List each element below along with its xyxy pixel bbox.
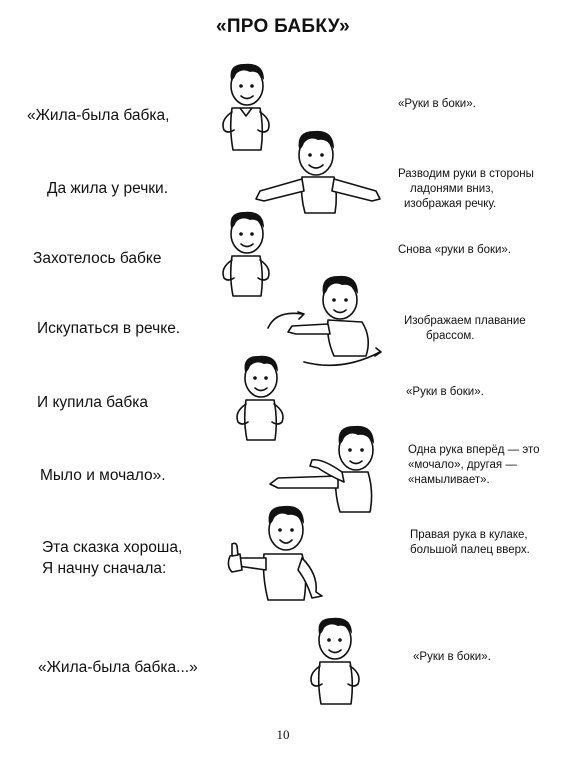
- instruction-note: [398, 243, 511, 258]
- boy-arms-spread-illustration: [250, 125, 385, 215]
- note-line: большой палец вверх.: [410, 544, 530, 556]
- note-line: Правая рука в кулаке,: [410, 529, 528, 541]
- note-line: изображая речку.: [404, 198, 497, 210]
- note-line: Изображаем плавание: [404, 315, 526, 327]
- note-line: «Руки в боки».: [413, 651, 491, 663]
- verse-lines: [42, 537, 182, 579]
- instruction-note: [404, 314, 526, 344]
- boy-hands-on-hips-illustration: [300, 612, 370, 708]
- verse-line: Да жила у речки.: [47, 180, 169, 197]
- note-line: Снова «руки в боки».: [398, 244, 512, 256]
- instruction-note: [398, 167, 534, 212]
- instruction-note: [413, 650, 491, 665]
- instruction-note: [398, 97, 476, 112]
- instruction-note: [406, 385, 484, 400]
- verse-line: Захотелось бабке: [33, 250, 162, 267]
- verse-line: «Жила-была бабка...»: [38, 659, 198, 676]
- instruction-note: [408, 443, 540, 488]
- verse-line: Искупаться в речке.: [37, 320, 181, 337]
- verse-line: Я начну сначала:: [42, 560, 167, 577]
- verse-line: «Жила-была бабка,: [27, 107, 170, 124]
- boy-thumb-up-illustration: [224, 500, 336, 604]
- page-title: «ПРО БАБКУ»: [215, 16, 351, 37]
- note-line: «Руки в боки».: [406, 386, 484, 398]
- verse-line: Мыло и мочало».: [40, 467, 166, 484]
- verse-line: И купила бабка: [37, 394, 148, 411]
- note-line: «Руки в боки».: [398, 98, 476, 110]
- note-line: «мочало», другая —: [408, 459, 517, 471]
- note-line: «намыливает».: [408, 474, 490, 486]
- note-line: Разводим руки в стороны: [398, 168, 534, 180]
- page-number: 10: [276, 727, 290, 742]
- note-line: ладонями вниз,: [410, 183, 494, 195]
- note-line: Одна рука вперёд — это: [408, 444, 540, 456]
- note-line: брассом.: [426, 330, 475, 342]
- instruction-note: [410, 528, 530, 558]
- verse-line: Эта сказка хороша,: [42, 539, 183, 556]
